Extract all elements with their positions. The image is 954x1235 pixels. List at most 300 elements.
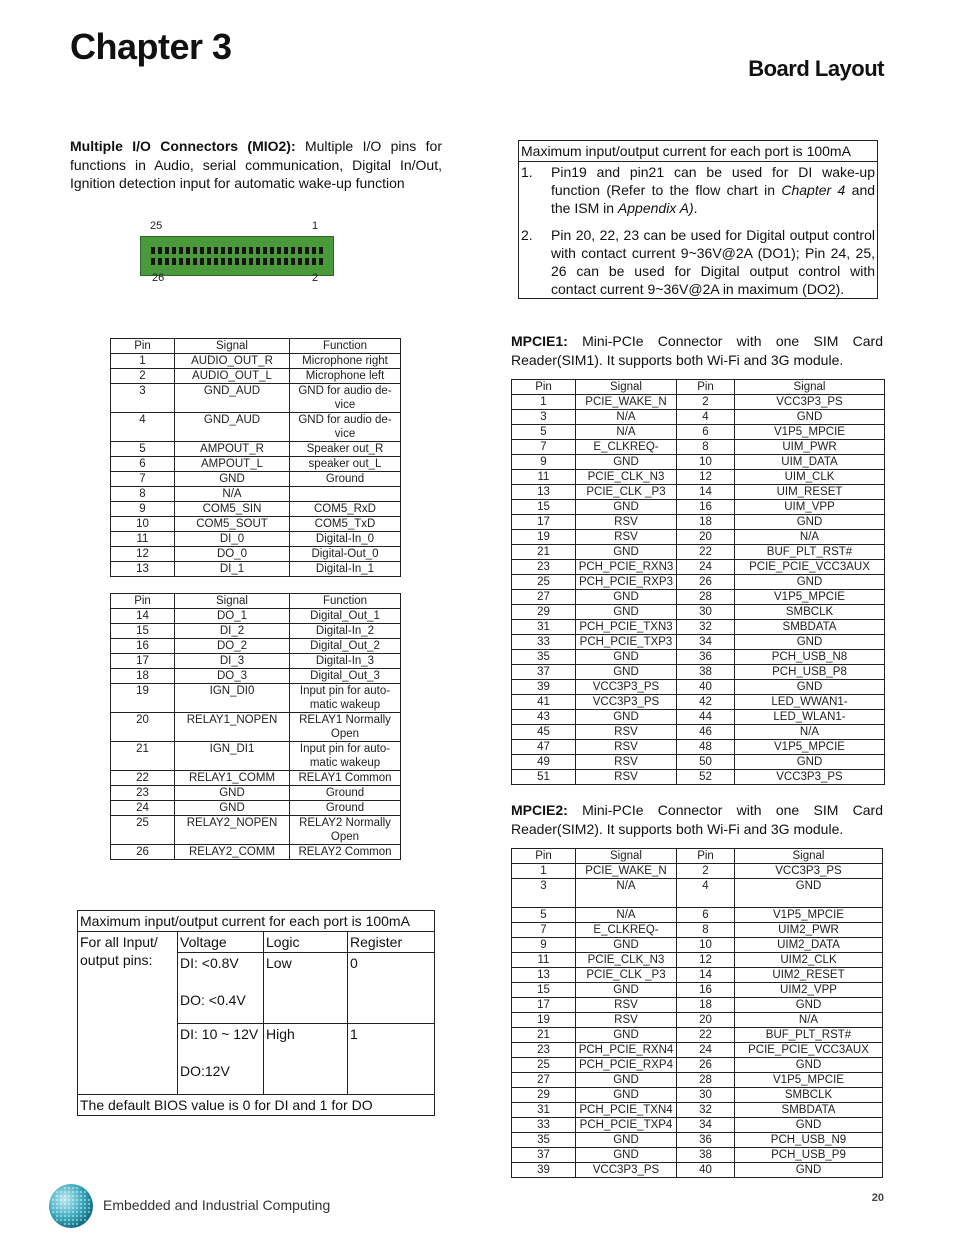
table-cell: GND (735, 515, 885, 530)
note-list (519, 163, 877, 298)
table-cell: PCH_PCIE_RXN3 (576, 560, 677, 575)
table-cell: 25 (111, 816, 175, 845)
table-cell: 6 (677, 425, 735, 440)
connector-pin (151, 247, 155, 254)
table-cell: 27 (512, 1073, 576, 1088)
mpcie2-table-row (512, 1013, 883, 1028)
mio-table-row (111, 845, 401, 860)
header-cell: Pin (111, 594, 175, 609)
mio-table-row (111, 384, 401, 413)
table-cell: VCC3P3_PS (576, 680, 677, 695)
connector-pin (151, 258, 155, 265)
table-cell: PCH_PCIE_RXP3 (576, 575, 677, 590)
connector-pin (312, 258, 316, 265)
table-cell: 29 (512, 605, 576, 620)
table-cell: V1P5_MPCIE (735, 425, 885, 440)
table-cell: COM5_SIN (175, 502, 290, 517)
table-cell: GND_AUD (175, 384, 290, 413)
table-cell: Digital_Out_1 (290, 609, 401, 624)
connector-pin-row-bottom (151, 258, 323, 265)
connector-pin-row-top (151, 247, 323, 254)
table-cell: DO_1 (175, 609, 290, 624)
connector-pin (235, 247, 239, 254)
table-cell: V1P5_MPCIE (735, 590, 885, 605)
table-cell: 21 (111, 742, 175, 771)
high-do-voltage: DO:12V (180, 1063, 230, 1079)
table-cell: 9 (111, 502, 175, 517)
table-cell: Input pin for auto-matic wakeup (290, 684, 401, 713)
section-title: Board Layout (748, 56, 884, 81)
table-cell: N/A (735, 1013, 883, 1028)
header-cell: Pin (111, 339, 175, 354)
table-cell: GND (735, 410, 885, 425)
mpcie2-table-row (512, 953, 883, 968)
mpcie2-description (511, 801, 883, 839)
mpcie2-table-row (512, 1103, 883, 1118)
table-cell: GND (175, 801, 290, 816)
connector-pin (298, 258, 302, 265)
table-cell: RSV (576, 530, 677, 545)
mio2-intro (70, 137, 442, 193)
low-do-voltage: DO: <0.4V (180, 992, 246, 1008)
table-cell: PCH_USB_N8 (735, 650, 885, 665)
connector-pin (200, 247, 204, 254)
table-cell: 15 (111, 624, 175, 639)
mpcie1-table-row (512, 560, 885, 575)
table-cell: PCIE_WAKE_N (576, 395, 677, 410)
mpcie2-table-row (512, 864, 883, 879)
mpcie1-table-row (512, 590, 885, 605)
table-cell: PCH_USB_P9 (735, 1148, 883, 1163)
table-cell: 19 (512, 1013, 576, 1028)
table-cell: Digital-In_2 (290, 624, 401, 639)
table-cell: V1P5_MPCIE (735, 1073, 883, 1088)
table-cell: Microphone right (290, 354, 401, 369)
connector-label-2: 2 (312, 272, 319, 284)
mpcie1-table-row (512, 770, 885, 785)
table-cell: UIM2_VPP (735, 983, 883, 998)
mpcie1-table-row (512, 740, 885, 755)
table-cell: PCIE_WAKE_N (576, 864, 677, 879)
table-cell: PCH_USB_N9 (735, 1133, 883, 1148)
table-cell: 27 (512, 590, 576, 605)
table-cell: RSV (576, 515, 677, 530)
mpcie1-table-row (512, 440, 885, 455)
table-cell: RELAY1 Normally Open (290, 713, 401, 742)
table-cell: 9 (512, 938, 576, 953)
note-item-number: 1. (521, 164, 533, 180)
mpcie1-table-row (512, 530, 885, 545)
table-cell: GND (735, 879, 883, 908)
table-cell: 15 (512, 500, 576, 515)
note-item-number: 2. (521, 227, 533, 243)
connector-pin (270, 258, 274, 265)
mpcie1-table-row (512, 425, 885, 440)
table-cell: RSV (576, 725, 677, 740)
table-cell: GND (175, 472, 290, 487)
connector-pin (249, 258, 253, 265)
header-cell: Signal (576, 380, 677, 395)
table-cell: 36 (677, 1133, 735, 1148)
table-cell: 26 (677, 1058, 735, 1073)
high-voltage-cell (178, 1024, 264, 1095)
mpcie1-table-row (512, 410, 885, 425)
table-cell: 36 (677, 650, 735, 665)
table-cell: 47 (512, 740, 576, 755)
connector-pin (242, 258, 246, 265)
table-cell: UIM_DATA (735, 455, 885, 470)
connector-pin (291, 258, 295, 265)
table-cell: DO_0 (175, 547, 290, 562)
note-item-text: Pin 20, 22, 23 can be used for Digital output control with contact current 9~36V@2A (DO1); Pin 24, 25, 26 can be used for Digital output control with contact current 9~36V@2A in maximum (DO2). (551, 227, 875, 297)
mpcie2-table-row (512, 1043, 883, 1058)
table-cell: UIM_RESET (735, 485, 885, 500)
connector-label-1: 1 (312, 220, 319, 232)
table-cell: 17 (512, 998, 576, 1013)
connector-pin (298, 247, 302, 254)
table-cell: 6 (677, 908, 735, 923)
mpcie2-label: MPCIE2: (511, 802, 568, 818)
table-cell: GND (576, 590, 677, 605)
connector-pin (228, 258, 232, 265)
mpcie1-text: Mini-PCIe Connector with one SIM Card Reader(SIM1). It supports both Wi-Fi and 3G module. (511, 333, 883, 368)
mio-table-row (111, 816, 401, 845)
table-cell: IGN_DI1 (175, 742, 290, 771)
mpcie1-pin-table (511, 379, 885, 785)
table-cell: 29 (512, 1088, 576, 1103)
table-cell: UIM_CLK (735, 470, 885, 485)
note-item-text (551, 163, 877, 217)
table-cell: 23 (512, 560, 576, 575)
mpcie2-table-row (512, 1088, 883, 1103)
table-cell: COM5_SOUT (175, 517, 290, 532)
mpcie1-table-row (512, 455, 885, 470)
table-cell: 20 (677, 1013, 735, 1028)
connector-pin (186, 247, 190, 254)
mpcie1-table-row (512, 680, 885, 695)
connector-pin (165, 247, 169, 254)
table-cell: 51 (512, 770, 576, 785)
page-number: 20 (871, 1192, 884, 1204)
connector-pin (263, 258, 267, 265)
mpcie1-table-row (512, 545, 885, 560)
table-cell: Digital-In_1 (290, 562, 401, 577)
table-cell: Speaker out_R (290, 442, 401, 457)
mio-table-row (111, 369, 401, 384)
low-voltage-cell (178, 953, 264, 1024)
table-cell: 24 (111, 801, 175, 816)
table-cell: 13 (111, 562, 175, 577)
table-cell: speaker out_L (290, 457, 401, 472)
table-cell: PCH_USB_P8 (735, 665, 885, 680)
connector-pin (200, 258, 204, 265)
connector-pin (256, 247, 260, 254)
connector-pin (249, 247, 253, 254)
table-cell: 21 (512, 1028, 576, 1043)
table-cell: 22 (111, 771, 175, 786)
connector-pin (172, 258, 176, 265)
connector-pin (242, 247, 246, 254)
table-cell (290, 487, 401, 502)
table-cell: BUF_PLT_RST# (735, 1028, 883, 1043)
table-cell: 26 (111, 845, 175, 860)
mio-table-row (111, 413, 401, 442)
table-cell: UIM2_CLK (735, 953, 883, 968)
table-cell: LED_WLAN1- (735, 710, 885, 725)
table-cell: 3 (111, 384, 175, 413)
mpcie2-table-row (512, 938, 883, 953)
note-text-part: . (693, 200, 698, 216)
table-cell: 26 (677, 575, 735, 590)
table-cell: GND (735, 1118, 883, 1133)
table-cell: E_CLKREQ- (576, 923, 677, 938)
connector-pin (263, 247, 267, 254)
table-cell: 22 (677, 1028, 735, 1043)
header-cell: Function (290, 339, 401, 354)
table-cell: 42 (677, 695, 735, 710)
table-cell: 16 (677, 983, 735, 998)
table-cell: Input pin for auto-matic wakeup (290, 742, 401, 771)
header-cell: Function (290, 594, 401, 609)
table-cell: 8 (677, 923, 735, 938)
table-cell: GND (576, 710, 677, 725)
table-cell: 7 (512, 923, 576, 938)
connector-pin (319, 247, 323, 254)
table-cell: 11 (512, 953, 576, 968)
default-bios-note: The default BIOS value is 0 for DI and 1 for DO (78, 1095, 435, 1116)
connector-pin (214, 247, 218, 254)
table-cell: 49 (512, 755, 576, 770)
table-cell: 17 (512, 515, 576, 530)
connector-pin (172, 247, 176, 254)
table-cell: RELAY2_NOPEN (175, 816, 290, 845)
mio-table-row (111, 442, 401, 457)
digital-io-note-box (518, 140, 878, 299)
table-cell: 6 (111, 457, 175, 472)
connector-pin (193, 247, 197, 254)
header-cell: Pin (512, 849, 576, 864)
mpcie2-pin-table (511, 848, 883, 1178)
table-cell: 1 (111, 354, 175, 369)
note-item-1 (519, 163, 877, 217)
table-cell: GND (735, 1163, 883, 1178)
mpcie1-table-row (512, 725, 885, 740)
mio-table-row (111, 562, 401, 577)
table-cell: 2 (111, 369, 175, 384)
table-cell: 16 (111, 639, 175, 654)
mpcie2-table-row (512, 1148, 883, 1163)
table-cell: Digital_Out_3 (290, 669, 401, 684)
table-cell: 34 (677, 1118, 735, 1133)
table-cell: 4 (111, 413, 175, 442)
table-cell: GND (175, 786, 290, 801)
mpcie2-table-row (512, 923, 883, 938)
table-cell: GND (735, 1058, 883, 1073)
table-cell: 31 (512, 620, 576, 635)
table-cell: AMPOUT_L (175, 457, 290, 472)
mpcie2-table-row (512, 1133, 883, 1148)
table-cell: UIM2_RESET (735, 968, 883, 983)
globe-dots-logo-icon (48, 1183, 94, 1229)
table-cell: PCH_PCIE_TXP4 (576, 1118, 677, 1133)
table-cell: 14 (677, 968, 735, 983)
mpcie2-text: Mini-PCIe Connector with one SIM Card Reader(SIM2). It supports both Wi-Fi and 3G module. (511, 802, 883, 837)
mpcie2-table-row (512, 1058, 883, 1073)
connector-pin (305, 247, 309, 254)
table-cell: 32 (677, 620, 735, 635)
table-cell: 50 (677, 755, 735, 770)
footer-text: Embedded and Industrial Computing (103, 1197, 331, 1213)
connector-pin (319, 258, 323, 265)
mpcie1-table-row (512, 500, 885, 515)
table-cell: 2 (677, 395, 735, 410)
note-text-part: and the ISM in (551, 182, 876, 216)
table-cell: GND for audio de-vice (290, 413, 401, 442)
table-cell: RSV (576, 755, 677, 770)
logic-header: Logic (264, 932, 348, 953)
table-cell: Microphone left (290, 369, 401, 384)
mpcie1-table-row (512, 575, 885, 590)
mpcie1-table-row (512, 485, 885, 500)
table-cell: V1P5_MPCIE (735, 740, 885, 755)
table-cell: 40 (677, 680, 735, 695)
mio2-intro-bold: Multiple I/O Connectors (MIO2): (70, 138, 296, 154)
table-cell: 41 (512, 695, 576, 710)
table-cell: 39 (512, 680, 576, 695)
mio2-pin-table-2 (110, 593, 401, 860)
table-cell: Digital-In_3 (290, 654, 401, 669)
table-cell: N/A (175, 487, 290, 502)
table-cell: E_CLKREQ- (576, 440, 677, 455)
table-cell: PCIE_CLK _P3 (576, 485, 677, 500)
mpcie1-description (511, 332, 883, 370)
mio-table-row (111, 532, 401, 547)
mio-table-row (111, 801, 401, 816)
table-cell: 5 (111, 442, 175, 457)
table-cell: 18 (111, 669, 175, 684)
connector-pin (256, 258, 260, 265)
table-cell: RSV (576, 740, 677, 755)
table-cell: 7 (512, 440, 576, 455)
table-cell: 34 (677, 635, 735, 650)
mpcie1-table-row (512, 395, 885, 410)
table-cell: 8 (677, 440, 735, 455)
table-cell: 16 (677, 500, 735, 515)
mpcie1-table-row (512, 650, 885, 665)
table-cell: 12 (677, 470, 735, 485)
table-cell: 39 (512, 1163, 576, 1178)
table-cell: 10 (677, 455, 735, 470)
low-logic: Low (264, 953, 348, 1024)
table-cell: 14 (111, 609, 175, 624)
table-cell: 43 (512, 710, 576, 725)
table-cell: 9 (512, 455, 576, 470)
table-cell: COM5_RxD (290, 502, 401, 517)
mio-table-row (111, 487, 401, 502)
table-cell: 33 (512, 1118, 576, 1133)
table-cell: AUDIO_OUT_L (175, 369, 290, 384)
table-cell: 3 (512, 410, 576, 425)
mio-table-row (111, 624, 401, 639)
connector-pin (270, 247, 274, 254)
table-cell: 19 (512, 530, 576, 545)
connector-pin (179, 258, 183, 265)
table-cell: RELAY1_NOPEN (175, 713, 290, 742)
table-cell: GND (576, 1073, 677, 1088)
table-cell: COM5_TxD (290, 517, 401, 532)
table-header-row (512, 380, 885, 395)
table-cell: N/A (735, 725, 885, 740)
register-header: Register (348, 932, 435, 953)
mpcie2-table-row (512, 908, 883, 923)
mpcie1-table-row (512, 605, 885, 620)
table-cell: 4 (677, 410, 735, 425)
connector-label-25: 25 (150, 220, 163, 232)
table-cell: 48 (677, 740, 735, 755)
connector-pin (207, 247, 211, 254)
table-cell: DO_3 (175, 669, 290, 684)
mio-table-row (111, 609, 401, 624)
table-cell: GND for audio de-vice (290, 384, 401, 413)
table-cell: RELAY2 Normally Open (290, 816, 401, 845)
table-cell: 23 (111, 786, 175, 801)
mio-table-row (111, 771, 401, 786)
table-cell: 20 (677, 530, 735, 545)
table-cell: PCIE_CLK_N3 (576, 470, 677, 485)
mpcie1-table-row (512, 470, 885, 485)
table-cell: 33 (512, 635, 576, 650)
table-cell: GND (576, 545, 677, 560)
table-cell: GND (576, 455, 677, 470)
table-cell: 23 (512, 1043, 576, 1058)
table-cell: DI_0 (175, 532, 290, 547)
table-cell: RELAY1_COMM (175, 771, 290, 786)
table-cell: GND (576, 665, 677, 680)
connector-pin (312, 247, 316, 254)
table-cell: 31 (512, 1103, 576, 1118)
note-text-part: Pin19 and pin21 can be used for DI wake-up function (Refer to the flow chart in (551, 164, 875, 198)
connector-pin (179, 247, 183, 254)
table-cell: 11 (111, 532, 175, 547)
table-cell: 25 (512, 1058, 576, 1073)
table-cell: 45 (512, 725, 576, 740)
table-cell: 14 (677, 485, 735, 500)
table-cell: GND (735, 998, 883, 1013)
high-logic: High (264, 1024, 348, 1095)
connector-pin (186, 258, 190, 265)
table-cell: N/A (576, 879, 677, 908)
table-cell: Ground (290, 786, 401, 801)
table-cell: DI_1 (175, 562, 290, 577)
table-cell: GND (576, 1088, 677, 1103)
mpcie1-table-row (512, 755, 885, 770)
table-cell: DI_2 (175, 624, 290, 639)
table-cell: LED_WWAN1- (735, 695, 885, 710)
note-box-head: Maximum input/output current for each port is 100mA (519, 141, 877, 162)
table-cell: Digital-In_0 (290, 532, 401, 547)
header-cell: Signal (175, 339, 290, 354)
table-cell: Ground (290, 801, 401, 816)
table-cell: N/A (576, 425, 677, 440)
note-item-2 (519, 226, 877, 298)
header-cell: Signal (735, 849, 883, 864)
mpcie2-table-row (512, 879, 883, 908)
connector-pin (221, 258, 225, 265)
table-cell: 13 (512, 968, 576, 983)
connector-pin (277, 258, 281, 265)
mpcie2-table-row (512, 1118, 883, 1133)
table-cell: DI_3 (175, 654, 290, 669)
